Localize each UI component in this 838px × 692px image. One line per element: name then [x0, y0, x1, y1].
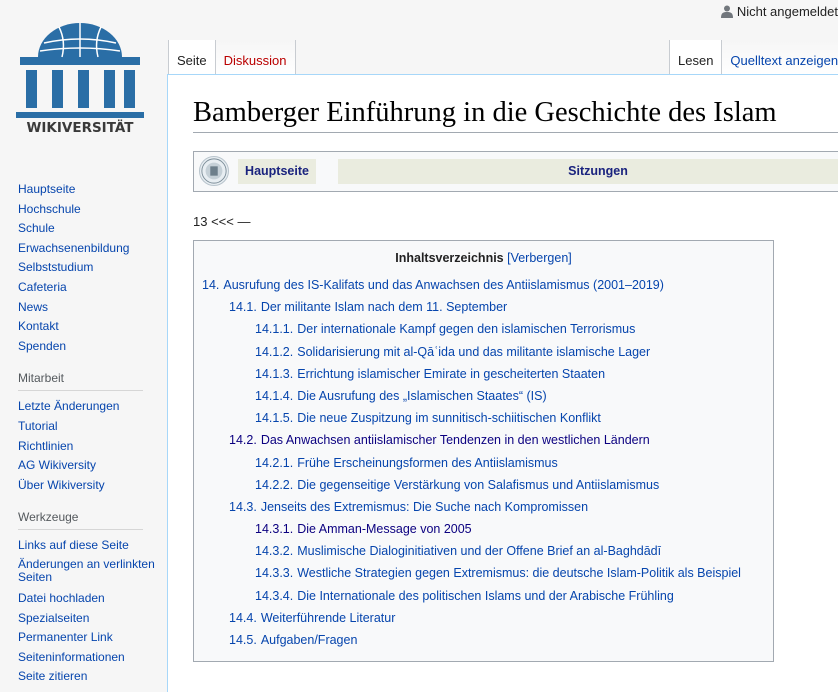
toc-entry-number: 14.2.1. — [255, 455, 294, 470]
toc-entry[interactable] — [194, 540, 773, 562]
toc-entry[interactable] — [194, 363, 773, 385]
sidebar-item-aenderungen-verlinkt[interactable]: Änderungen an verlinkten Seiten — [18, 556, 155, 585]
toc-entry-text: Weiterführende Literatur — [260, 610, 396, 625]
toc-entry-number: 14. — [202, 278, 220, 292]
sidebar-item-kontakt[interactable]: Kontakt — [18, 319, 59, 334]
sidebar-item-selbststudium[interactable]: Selbststudium — [18, 260, 94, 275]
sidebar-item-spezialseiten[interactable]: Spezialseiten — [18, 610, 90, 625]
toc-title: Inhaltsverzeichnis — [395, 251, 504, 265]
toc-entry-number: 14.3.1. — [255, 522, 294, 537]
sidebar-item-links-auf-diese-seite[interactable]: Links auf diese Seite — [18, 538, 129, 553]
toc-entry[interactable] — [194, 407, 773, 429]
toc-entry[interactable] — [194, 318, 773, 340]
sidebar-mitarbeit — [18, 371, 158, 497]
toc-entry-text: Die neue Zuspitzung im sunnitisch-schiitischen Konflikt — [297, 411, 601, 426]
toc-entry-number: 14.1.2. — [255, 344, 294, 359]
toc-entry-number: 14.3.2. — [255, 544, 294, 559]
sidebar-item-permanenter-link[interactable]: Permanenter Link — [18, 630, 113, 645]
toc-entry[interactable] — [194, 429, 773, 451]
toc-list — [194, 274, 773, 651]
toc-entry-number: 14.5. — [229, 633, 257, 647]
navbox-sitzungen-link[interactable]: Sitzungen — [338, 159, 838, 184]
sidebar-item-schule[interactable]: Schule — [18, 221, 55, 236]
toc-entry-text: Errichtung islamischer Emirate in gescheiterten Staaten — [297, 366, 606, 381]
toc-entry-number: 14.3.4. — [255, 588, 294, 603]
sidebar-item-seite-zitieren[interactable]: Seite zitieren — [18, 669, 88, 684]
sidebar-item-spenden[interactable]: Spenden — [18, 338, 67, 353]
sidebar-heading-werkzeuge: Werkzeuge — [18, 510, 143, 530]
toc-entry[interactable] — [194, 607, 773, 629]
tab-seite[interactable]: Seite — [168, 40, 216, 75]
toc-entry[interactable] — [194, 629, 773, 651]
sidebar-item-hochschule[interactable]: Hochschule — [18, 201, 81, 216]
sidebar-item-ag-wikiversity[interactable]: AG Wikiversity — [18, 458, 96, 473]
toc-entry[interactable] — [194, 585, 773, 607]
user-status[interactable] — [721, 4, 838, 19]
toc-entry-text: Aufgaben/Fragen — [260, 633, 358, 647]
namespace-tabs — [168, 40, 296, 75]
toc-entry[interactable] — [194, 274, 773, 296]
view-tabs — [669, 40, 838, 75]
university-seal-icon — [199, 156, 229, 186]
toc-entry-number: 14.1.4. — [255, 388, 294, 403]
tab-quelltext[interactable]: Quelltext anzeigen — [722, 40, 838, 75]
toc-entry-text: Frühe Erscheinungsformen des Antiislamismus — [297, 455, 558, 470]
toc-entry-number: 14.3. — [229, 499, 257, 514]
toc-entry-text: Ausrufung des IS-Kalifats und das Anwachsen des Antiislamismus (2001–2019) — [223, 278, 664, 292]
sidebar-navigation — [18, 182, 158, 358]
toc-entry[interactable] — [194, 562, 773, 584]
toc-entry[interactable] — [194, 296, 773, 318]
sidebar-item-letzte-aenderungen[interactable]: Letzte Änderungen — [18, 399, 120, 414]
toc-entry-text: Die gegenseitige Verstärkung von Salafismus und Antiislamismus — [297, 477, 660, 492]
sidebar-werkzeuge — [18, 510, 158, 689]
toc-entry-text: Das Anwachsen antiislamischer Tendenzen in den westlichen Ländern — [260, 433, 650, 448]
tab-lesen[interactable]: Lesen — [669, 40, 722, 75]
user-icon — [721, 5, 733, 18]
course-navbox — [193, 151, 838, 192]
sidebar-item-erwachsenenbildung[interactable]: Erwachsenenbildung — [18, 240, 130, 255]
sidebar — [18, 182, 158, 692]
toc-entry-text: Jenseits des Extremismus: Die Suche nach Kompromissen — [260, 499, 589, 514]
toc-entry[interactable] — [194, 341, 773, 363]
sidebar-item-seiteninformationen[interactable]: Seiteninformationen — [18, 649, 125, 664]
toc-entry-text: Die Amman-Message von 2005 — [297, 522, 472, 537]
logo-wordmark: WIKIVERSITÄT — [26, 120, 134, 136]
toc-entry-text: Der internationale Kampf gegen den islamischen Terrorismus — [297, 322, 636, 337]
sidebar-item-hauptseite[interactable]: Hauptseite — [18, 182, 76, 196]
toc-entry-text: Der militante Islam nach dem 11. September — [260, 300, 508, 315]
toc-entry[interactable] — [194, 452, 773, 474]
navbox-hauptseite-link[interactable]: Hauptseite — [238, 159, 316, 184]
sidebar-item-ueber-wikiversity[interactable]: Über Wikiversity — [18, 477, 105, 492]
main-content — [167, 74, 838, 692]
toc-entry-number: 14.3.3. — [255, 566, 294, 581]
toc-entry-text: Solidarisierung mit al-Qāʿida und das militante islamische Lager — [297, 344, 651, 359]
toc-entry[interactable] — [194, 385, 773, 407]
sidebar-item-datei-hochladen[interactable]: Datei hochladen — [18, 590, 105, 605]
toc-header — [194, 251, 773, 265]
toc-entry-text: Die Ausrufung des „Islamischen Staates“ (IS) — [297, 388, 547, 403]
toc-entry[interactable] — [194, 474, 773, 496]
toc-entry-number: 14.1. — [229, 300, 257, 315]
table-of-contents — [193, 240, 774, 662]
toc-toggle-button[interactable]: [Verbergen] — [507, 251, 572, 265]
sidebar-item-richtlinien[interactable]: Richtlinien — [18, 438, 74, 453]
toc-entry-text: Die Internationale des politischen Islams und der Arabische Frühling — [297, 588, 674, 603]
toc-entry[interactable] — [194, 518, 773, 540]
session-breadcrumb: 13 <<< — — [193, 214, 251, 229]
user-status-label: Nicht angemeldet — [736, 4, 838, 19]
toc-entry-text: Westliche Strategien gegen Extremismus: die deutsche Islam-Politik als Beispiel — [297, 566, 741, 581]
toc-entry-number: 14.4. — [229, 610, 257, 625]
toc-entry-number: 14.1.3. — [255, 366, 294, 381]
toc-entry[interactable] — [194, 496, 773, 518]
toc-entry-text: Muslimische Dialoginitiativen und der Offene Brief an al-Baghdādī — [297, 544, 662, 559]
sidebar-item-news[interactable]: News — [18, 299, 49, 314]
page-title: Bamberger Einführung in die Geschichte des Islam — [193, 97, 838, 133]
wikiversity-logo[interactable] — [14, 15, 146, 137]
sidebar-item-cafeteria[interactable]: Cafeteria — [18, 279, 67, 294]
sidebar-item-tutorial[interactable]: Tutorial — [18, 418, 58, 433]
toc-entry-number: 14.2. — [229, 433, 257, 448]
toc-entry-number: 14.2.2. — [255, 477, 294, 492]
toc-entry-number: 14.1.5. — [255, 411, 294, 426]
sidebar-heading-mitarbeit: Mitarbeit — [18, 371, 143, 391]
tab-diskussion[interactable]: Diskussion — [216, 40, 296, 75]
toc-entry-number: 14.1.1. — [255, 322, 294, 337]
